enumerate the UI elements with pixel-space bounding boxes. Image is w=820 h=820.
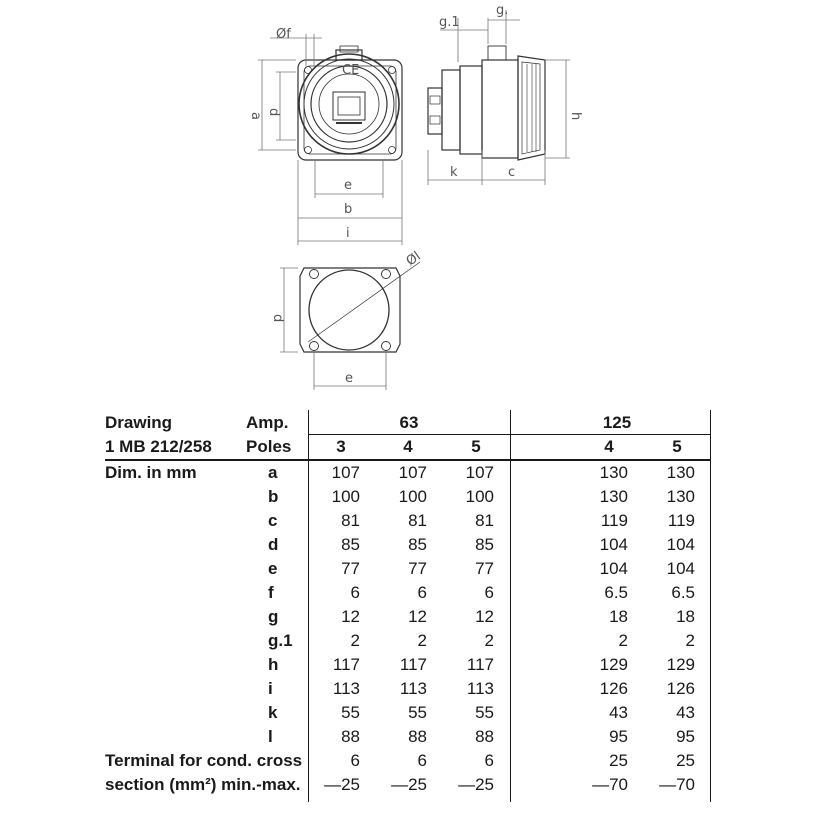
dim-letter: l [268, 727, 273, 746]
table-cell: 126 [666, 679, 695, 698]
dim-label-a: a [248, 112, 263, 120]
table-cell: 129 [666, 655, 695, 674]
terminal-cell: —25 [391, 775, 427, 794]
table-cell: 77 [408, 559, 427, 578]
dim-letter: k [268, 703, 278, 722]
terminal-cell: 6 [350, 751, 360, 770]
table-cell: 43 [609, 703, 628, 722]
table-cell: 2 [618, 631, 628, 650]
dim-label-g: g. [496, 3, 509, 18]
poles-col: 5 [672, 437, 682, 456]
table-cell: 119 [667, 511, 695, 530]
table-cell: 88 [408, 727, 427, 746]
table-cell: 117 [399, 655, 427, 674]
table-cell: 100 [398, 487, 427, 506]
table-cell: 6 [484, 583, 494, 602]
table-cell: 107 [331, 463, 360, 482]
table-cell: 104 [599, 559, 628, 578]
dim-letter: g.1 [268, 631, 293, 650]
table-cell: 85 [408, 535, 427, 554]
poles-col: 4 [604, 437, 614, 456]
dim-label-b: b [344, 202, 353, 217]
table-cell: 18 [609, 607, 628, 626]
dim-label-k: k [450, 165, 458, 180]
poles-label: Poles [246, 437, 292, 456]
table-cell: 2 [417, 631, 427, 650]
drawing-label: Drawing [105, 413, 173, 432]
table-cell: 100 [331, 487, 360, 506]
table-cell: 6.5 [671, 583, 695, 602]
table-cell: 100 [465, 487, 494, 506]
table-cell: 2 [685, 631, 695, 650]
poles-col: 5 [471, 437, 481, 456]
terminal-cell: —25 [458, 775, 494, 794]
table-cell: 85 [475, 535, 494, 554]
table-cell: 88 [341, 727, 360, 746]
table-vline-mid [510, 410, 511, 802]
table-cell: 55 [475, 703, 494, 722]
table-cell: 12 [341, 607, 360, 626]
amp-group-63: 63 [399, 413, 419, 432]
dim-letter: g [268, 607, 279, 626]
poles-col: 4 [403, 437, 413, 456]
dim-label-e-cutout: e [345, 371, 353, 386]
drawing-number: 1 MB 212/258 [105, 437, 212, 456]
table-cell: 6 [417, 583, 427, 602]
dim-letter: c [268, 511, 278, 530]
table-cell: 95 [676, 727, 695, 746]
table-cell: 6 [350, 583, 360, 602]
dim-label-d-cutout: d [270, 314, 285, 323]
terminal-cell: —25 [324, 775, 360, 794]
dim-label-d: d [266, 108, 281, 117]
table-cell: 12 [408, 607, 427, 626]
table-cell: 107 [465, 463, 494, 482]
table-cell: 95 [609, 727, 628, 746]
table-cell: 6.5 [604, 583, 628, 602]
table-cell: 104 [599, 535, 628, 554]
table-vline-right [710, 410, 711, 802]
terminal-cell: 25 [676, 751, 695, 770]
table-cell: 113 [399, 679, 427, 698]
table-cell: 43 [676, 703, 695, 722]
table-cell: 2 [484, 631, 494, 650]
table-cell: 77 [475, 559, 494, 578]
table-cell: 117 [332, 655, 360, 674]
table-cell: 18 [676, 607, 695, 626]
table-cell: 55 [408, 703, 427, 722]
terminal-label-line2: section (mm²) min.-max. [105, 775, 301, 794]
dim-label-i: i [346, 226, 350, 241]
terminal-label-line1: Terminal for cond. cross [105, 751, 303, 770]
table-cell: 2 [350, 631, 360, 650]
table-cell: 119 [600, 511, 628, 530]
table-cell: 130 [666, 463, 695, 482]
dim-label-e: e [344, 178, 352, 193]
table-cell: 130 [599, 487, 628, 506]
table-cell: 85 [341, 535, 360, 554]
table-cell: 77 [341, 559, 360, 578]
dim-in-mm-label: Dim. in mm [105, 463, 197, 482]
amp-label: Amp. [246, 413, 289, 432]
table-cell: 130 [599, 463, 628, 482]
dim-letter: a [268, 463, 278, 482]
dim-label-phi-l: Øl [403, 249, 424, 270]
table-cell: 88 [475, 727, 494, 746]
dim-letter: d [268, 535, 279, 554]
terminal-cell: 25 [609, 751, 628, 770]
dim-letter: h [268, 655, 279, 674]
table-cell: 126 [599, 679, 628, 698]
table-cell: 12 [475, 607, 494, 626]
table-hline-header [105, 459, 710, 461]
ce-mark: CE [342, 63, 360, 78]
terminal-cell: —70 [659, 775, 695, 794]
terminal-cell: 6 [417, 751, 427, 770]
table-cell: 107 [398, 463, 427, 482]
dim-letter: e [268, 559, 278, 578]
table-cell: 81 [341, 511, 360, 530]
table-cell: 81 [475, 511, 494, 530]
amp-group-125: 125 [602, 413, 632, 432]
table-cell: 55 [341, 703, 360, 722]
dim-letter: i [268, 679, 273, 698]
terminal-cell: —70 [592, 775, 628, 794]
table-cell: 104 [666, 535, 695, 554]
dim-letter: f [268, 583, 274, 602]
terminal-cell: 6 [484, 751, 494, 770]
table-cell: 113 [466, 679, 494, 698]
table-cell: 117 [466, 655, 494, 674]
dim-label-h: h [568, 112, 583, 121]
table-cell: 129 [599, 655, 628, 674]
dim-letter: b [268, 487, 279, 506]
table-hline-amp [308, 434, 710, 435]
dim-label-c: c [508, 165, 516, 180]
table-cell: 81 [408, 511, 427, 530]
table-cell: 130 [666, 487, 695, 506]
dim-label-phi-f: Øf [276, 27, 291, 42]
poles-col: 3 [336, 437, 346, 456]
table-cell: 104 [666, 559, 695, 578]
dim-label-g1: g.1 [439, 15, 460, 30]
table-cell: 113 [332, 679, 360, 698]
